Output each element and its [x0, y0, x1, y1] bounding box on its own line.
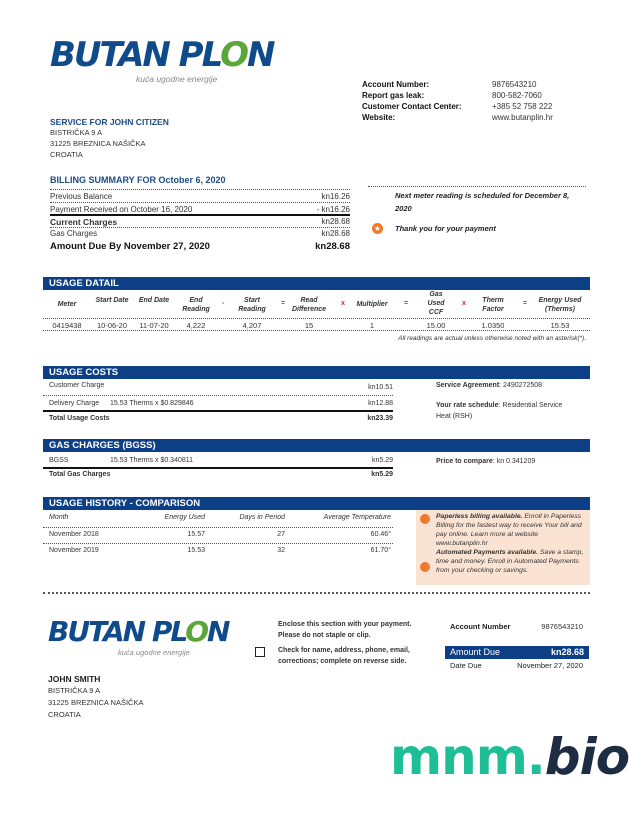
- rate-schedule-label: Your rate schedule: [436, 402, 499, 409]
- usage-detail-cell: 10-06-20: [96, 321, 128, 330]
- paperless-text: Enroll in Paperless Billing for the fastest way to receive Your bill and pay online. Learn more at website www.butanplin.hr: [436, 513, 582, 547]
- service-title: SERVICE FOR JOHN CITIZEN: [50, 117, 169, 127]
- usage-detail-col-header: End Reading: [182, 297, 210, 313]
- enclose-note: Enclose this section with your payment.: [278, 621, 412, 628]
- usage-history-cell: November 2018: [49, 531, 99, 538]
- paperless-promo: [436, 512, 588, 548]
- total-gas-charges-value: kn5.29: [371, 471, 393, 478]
- usage-detail-cell: 1: [369, 321, 375, 330]
- rate-schedule: [436, 400, 576, 422]
- operator-sign: x: [341, 300, 345, 307]
- usage-history-header: USAGE HISTORY - COMPARISON: [43, 497, 590, 510]
- total-gas-charges-label: Total Gas Charges: [49, 471, 111, 478]
- amount-due-value: kn28.68: [315, 241, 350, 252]
- watermark-part1: mnm.: [390, 728, 545, 786]
- logo-text: BUTAN PL: [50, 35, 221, 75]
- usage-detail-cell: 0419438: [52, 321, 82, 330]
- gas-charges-label: Gas Charges: [50, 229, 98, 238]
- service-address-1: BISTRIČKA 9 A: [50, 128, 103, 137]
- gas-charges-header: GAS CHARGES (BGSS): [43, 439, 590, 452]
- stub-amount-value: kn28.68: [550, 647, 584, 657]
- autopay-text: Save a stamp, time and money. Enroll in Automated Payments from your checking or savings.: [436, 549, 584, 574]
- account-info-value: 800-582-7060: [492, 91, 542, 100]
- usage-detail-col-header: Gas Used CCF: [427, 291, 445, 316]
- delivery-charge-detail: 15.53 Therms x $0.829846: [110, 400, 194, 407]
- gas-charges-value: kn28.68: [321, 229, 350, 238]
- usage-detail-cell: 4,222: [186, 321, 206, 330]
- amount-due-bar: [445, 646, 589, 659]
- stub-account-value: 9876543210: [541, 622, 583, 631]
- customer-charge-value: kn10.51: [368, 384, 393, 391]
- usage-history-cell: 32: [277, 547, 285, 554]
- payment-received-label: Payment Received on October 16, 2020: [50, 205, 193, 214]
- butan-plin-logo-stub: [48, 615, 229, 666]
- promo-box: [416, 510, 590, 585]
- readings-note: All readings are actual unless otherwise noted with an asterisk(*).: [398, 335, 586, 342]
- logo-flame: O: [185, 615, 208, 648]
- total-usage-costs-label: Total Usage Costs: [49, 415, 110, 422]
- account-info-value: +385 52 758 222: [492, 102, 553, 111]
- payment-received-value: - kn16.26: [316, 205, 350, 214]
- usage-detail-col-header: End Date: [138, 297, 170, 304]
- customer-name: JOHN SMITH: [48, 674, 101, 684]
- usage-detail-cell: 1.0350: [481, 321, 505, 330]
- usage-detail-cell: 15.53: [550, 321, 570, 330]
- next-reading-note: Next meter reading is scheduled for December 8, 2020: [395, 191, 570, 213]
- service-agreement-value: : 2490272508: [499, 382, 542, 389]
- service-agreement: [436, 382, 542, 389]
- operator-sign: =: [523, 300, 528, 307]
- usage-detail-col-header: Read Difference: [291, 297, 327, 313]
- logo-flame: O: [220, 35, 247, 75]
- service-agreement-label: Service Agreement: [436, 382, 500, 389]
- price-to-compare-label: Price to compare: [436, 458, 493, 465]
- amount-due-label: Amount Due By November 27, 2020: [50, 241, 210, 252]
- usage-costs-header: USAGE COSTS: [43, 366, 590, 379]
- rate-schedule-value: : Residential Service Heat (RSH): [436, 402, 563, 420]
- service-address-3: CROATIA: [50, 150, 83, 159]
- autopay-icon: [420, 562, 430, 572]
- usage-detail-col-header: Therm Factor: [482, 297, 504, 313]
- logo-tagline: kuća ugodne energije: [118, 648, 190, 657]
- butan-plin-logo: [50, 35, 274, 88]
- usage-history-cell: 15.57: [187, 531, 205, 538]
- customer-charge-label: Customer Charge: [49, 382, 105, 389]
- account-info-value: 9876543210: [492, 80, 537, 89]
- logo-text-end: N: [207, 615, 229, 648]
- autopay-title: Automated Payments available.: [436, 549, 538, 556]
- usage-history-col-header: Energy Used: [164, 514, 205, 521]
- watermark: [390, 728, 629, 786]
- account-info-label: Website:: [362, 113, 396, 122]
- price-to-compare: [436, 458, 535, 465]
- usage-history-cell: 27: [277, 531, 285, 538]
- operator-sign: -: [222, 300, 225, 307]
- delivery-charge-label: Delivery Charge: [49, 400, 100, 407]
- delivery-charge-value: kn12.88: [368, 400, 393, 407]
- date-due-value: November 27, 2020: [517, 661, 583, 670]
- usage-history-cell: 60.46°: [370, 531, 391, 538]
- usage-history-col-header: Month: [49, 514, 69, 521]
- operator-sign: =: [404, 300, 409, 307]
- usage-detail-header: USAGE DATAIL: [43, 277, 590, 290]
- operator-sign: =: [281, 300, 286, 307]
- current-charges-value: kn28.68: [321, 217, 350, 226]
- paperless-title: Paperless billing available.: [436, 513, 523, 520]
- usage-detail-cell: 15.00: [426, 321, 446, 330]
- usage-history-col-header: Average Temperature: [323, 514, 391, 521]
- customer-address-1: BISTRIČKA 9 A: [48, 686, 101, 695]
- account-info-label: Customer Contact Center:: [362, 102, 462, 111]
- usage-history-cell: 15.53: [187, 547, 205, 554]
- star-icon: ★: [373, 224, 382, 233]
- usage-detail-cell: 4,207: [242, 321, 262, 330]
- usage-history-cell: November 2019: [49, 547, 99, 554]
- usage-detail-col-header: Multiplier: [356, 301, 388, 308]
- usage-history-col-header: Days in Period: [239, 514, 285, 521]
- account-info-label: Account Number:: [362, 80, 430, 89]
- logo-text: BUTAN PL: [48, 615, 186, 648]
- operator-sign: x: [462, 300, 466, 307]
- corrections-note: Check for name, address, phone, email, corrections; complete on reverse side.: [278, 647, 410, 665]
- usage-detail-col-header: Start Reading: [238, 297, 266, 313]
- usage-detail-col-header: Energy Used (Therms): [538, 297, 582, 313]
- usage-detail-cell: 11-07-20: [139, 321, 169, 330]
- bgss-value: kn5.29: [371, 457, 393, 464]
- stub-account-label: Account Number: [450, 622, 511, 631]
- price-to-compare-value: : kn 0.341209: [492, 458, 536, 465]
- usage-detail-col-header: Start Date: [95, 297, 129, 304]
- thank-you-note: Thank you for your payment: [395, 224, 496, 233]
- account-info-value: www.butanplin.hr: [492, 113, 553, 122]
- current-charges-label: Current Charges: [50, 217, 118, 227]
- bgss-label: BGSS: [49, 457, 69, 464]
- paperless-icon: [420, 514, 430, 524]
- total-usage-costs-value: kn23.39: [367, 415, 393, 422]
- autopay-promo: [436, 548, 588, 575]
- usage-detail-cell: 15: [304, 321, 314, 330]
- previous-balance-label: Previous Balance: [50, 192, 113, 201]
- account-info-label: Report gas leak:: [362, 91, 425, 100]
- no-staple-note: Please do not staple or clip.: [278, 632, 371, 639]
- customer-address-3: CROATIA: [48, 710, 81, 719]
- logo-tagline: kuća ugodne energije: [136, 74, 218, 84]
- service-address-2: 31225 BREZNICA NAŠIČKA: [50, 139, 146, 148]
- watermark-part2: bio: [544, 728, 629, 786]
- previous-balance-value: kn16.26: [321, 192, 350, 201]
- bgss-detail: 15.53 Therms x $0.340811: [110, 457, 194, 464]
- stub-amount-label: Amount Due: [450, 647, 501, 657]
- logo-text-end: N: [246, 35, 274, 75]
- corrections-checkbox[interactable]: [255, 647, 265, 657]
- usage-detail-col-header: Meter: [57, 301, 77, 308]
- billing-summary-title: BILLING SUMMARY FOR October 6, 2020: [50, 175, 226, 185]
- usage-history-cell: 61.70°: [370, 547, 391, 554]
- date-due-label: Date Due: [450, 661, 482, 670]
- customer-address-2: 31225 BREZNICA NAŠIČKA: [48, 698, 144, 707]
